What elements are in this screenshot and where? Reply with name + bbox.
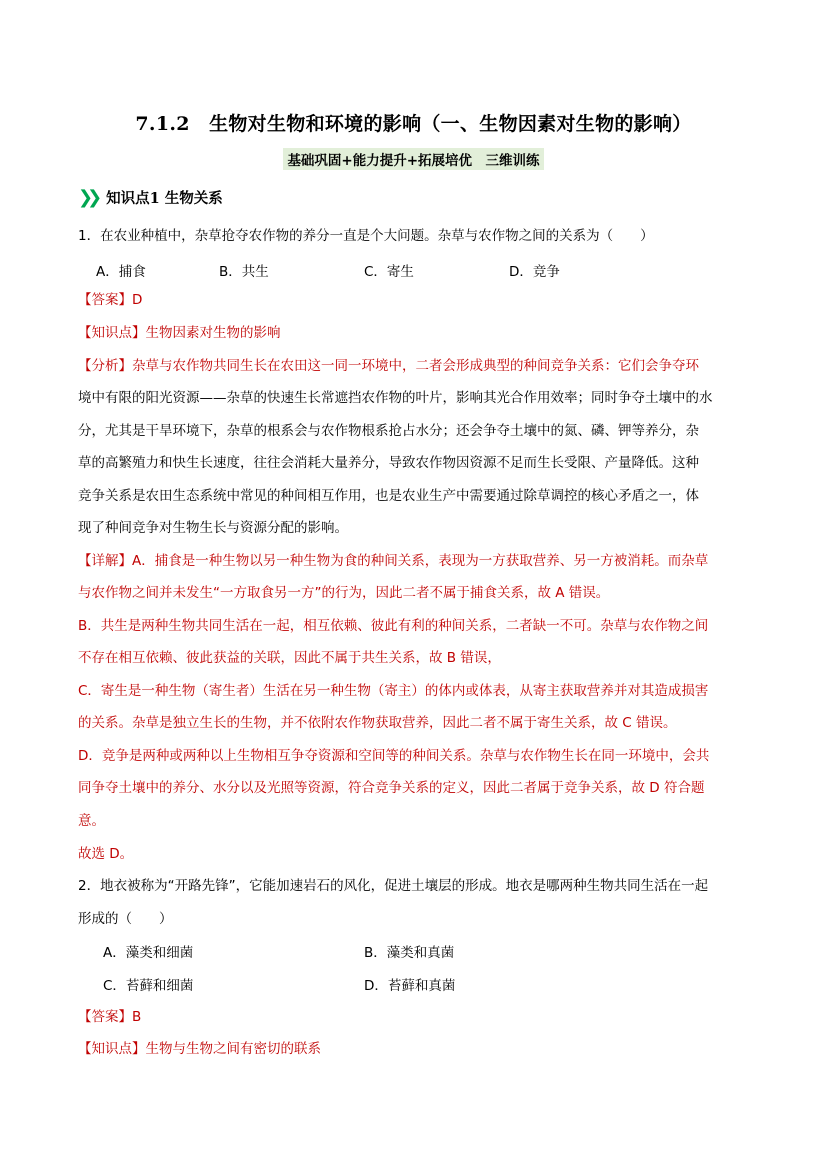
q1-option-c: C．寄生 bbox=[364, 264, 414, 280]
q1-analysis-line: 现了种间竞争对生物生长与资源分配的影响。 bbox=[78, 520, 348, 536]
q2-stem: 2．地衣被称为“开路先锋”，它能加速岩石的风化，促进土壤层的形成。地衣是哪两种生物共同生活在一起 bbox=[78, 878, 709, 894]
q1-analysis-line: 竞争关系是农田生态系统中常见的种间相互作用，也是农业生产中需要通过除草调控的核心矛盾之一，体 bbox=[78, 488, 699, 504]
q1-analysis-line: 分，尤其是干旱环境下，杂草的根系会与农作物根系抢占水分；还会争夺土壤中的氮、磷、钾等养分，杂 bbox=[78, 423, 699, 439]
q2-answer: 【答案】B bbox=[78, 1009, 142, 1025]
section-heading bbox=[78, 187, 223, 208]
q2-option-d: D．苔藓和真菌 bbox=[364, 978, 456, 994]
q1-answer: 【答案】D bbox=[78, 292, 143, 308]
q1-detail-line: 不存在相互依赖、彼此获益的关联，因此不属于共生关系，故 B 错误， bbox=[78, 650, 501, 666]
q1-conclusion: 故选 D。 bbox=[78, 846, 134, 862]
q1-detail-line: 同争夺土壤中的养分、水分以及光照等资源，符合竞争关系的定义，因此二者属于竞争关系，故 D 符合题 bbox=[78, 780, 705, 796]
q1-detail-line: 的关系。杂草是独立生长的生物，并不依附农作物获取营养，因此二者不属于寄生关系，故 C 错误。 bbox=[78, 715, 677, 731]
q1-option-d: D．竞争 bbox=[509, 264, 560, 280]
q1-analysis-line: 境中有限的阳光资源——杂草的快速生长常遮挡农作物的叶片，影响其光合作用效率；同时争夺土壤中的水 bbox=[78, 390, 713, 406]
page-subtitle: 基础巩固+能力提升+拓展培优 三维训练 bbox=[283, 148, 543, 170]
section-label: 知识点1 生物关系 bbox=[106, 190, 223, 207]
q2-option-a: A．藻类和细菌 bbox=[103, 945, 194, 961]
q1-detail-line: 与农作物之间并未发生“一方取食另一方”的行为，因此二者不属于捕食关系，故 A 错误。 bbox=[78, 585, 610, 601]
q1-knowledge bbox=[78, 323, 758, 343]
q1-detail-line: 意。 bbox=[78, 813, 105, 829]
q1-detail-line: B．共生是两种生物共同生活在一起，相互依赖、彼此有利的种间关系，二者缺一不可。杂草与农作物之间 bbox=[78, 618, 709, 634]
q2-option-b: B．藻类和真菌 bbox=[364, 945, 455, 961]
q2-stem: 形成的（ ） bbox=[78, 911, 173, 927]
q1-detail-line: D．竞争是两种或两种以上生物相互争夺资源和空间等的种间关系。杂草与农作物生长在同一环境中，会共 bbox=[78, 748, 710, 764]
double-chevron-icon: ❯❯ bbox=[78, 187, 97, 208]
q1-knowledge-text: 【知识点】生物因素对生物的影响 bbox=[78, 325, 281, 341]
page-title: 7.1.2 生物对生物和环境的影响（一、生物因素对生物的影响） bbox=[135, 113, 692, 135]
q1-option-b: B．共生 bbox=[219, 264, 269, 280]
q1-stem: 1．在农业种植中，杂草抢夺农作物的养分一直是个大问题。杂草与农作物之间的关系为（ ） bbox=[78, 228, 654, 244]
q1-option-a: A．捕食 bbox=[96, 264, 146, 280]
subtitle-wrap bbox=[0, 148, 827, 170]
q1-detail-line: 【详解】A．捕食是一种生物以另一种生物为食的种间关系，表现为一方获取营养、另一方被消耗。而杂草 bbox=[78, 553, 709, 569]
q1-analysis-line: 【分析】杂草与农作物共同生长在农田这一同一环境中，二者会形成典型的种间竞争关系：它们会争夺环 bbox=[78, 358, 699, 374]
q1-analysis-line: 草的高繁殖力和快生长速度，往往会消耗大量养分，导致农作物因资源不足而生长受限、产量降低。这种 bbox=[78, 455, 699, 471]
q1-detail-line: C．寄生是一种生物（寄生者）生活在另一种生物（寄主）的体内或体表，从寄主获取营养并对其造成损害 bbox=[78, 683, 709, 699]
q2-option-c: C．苔藓和细菌 bbox=[103, 978, 194, 994]
q2-knowledge: 【知识点】生物与生物之间有密切的联系 bbox=[78, 1041, 321, 1057]
